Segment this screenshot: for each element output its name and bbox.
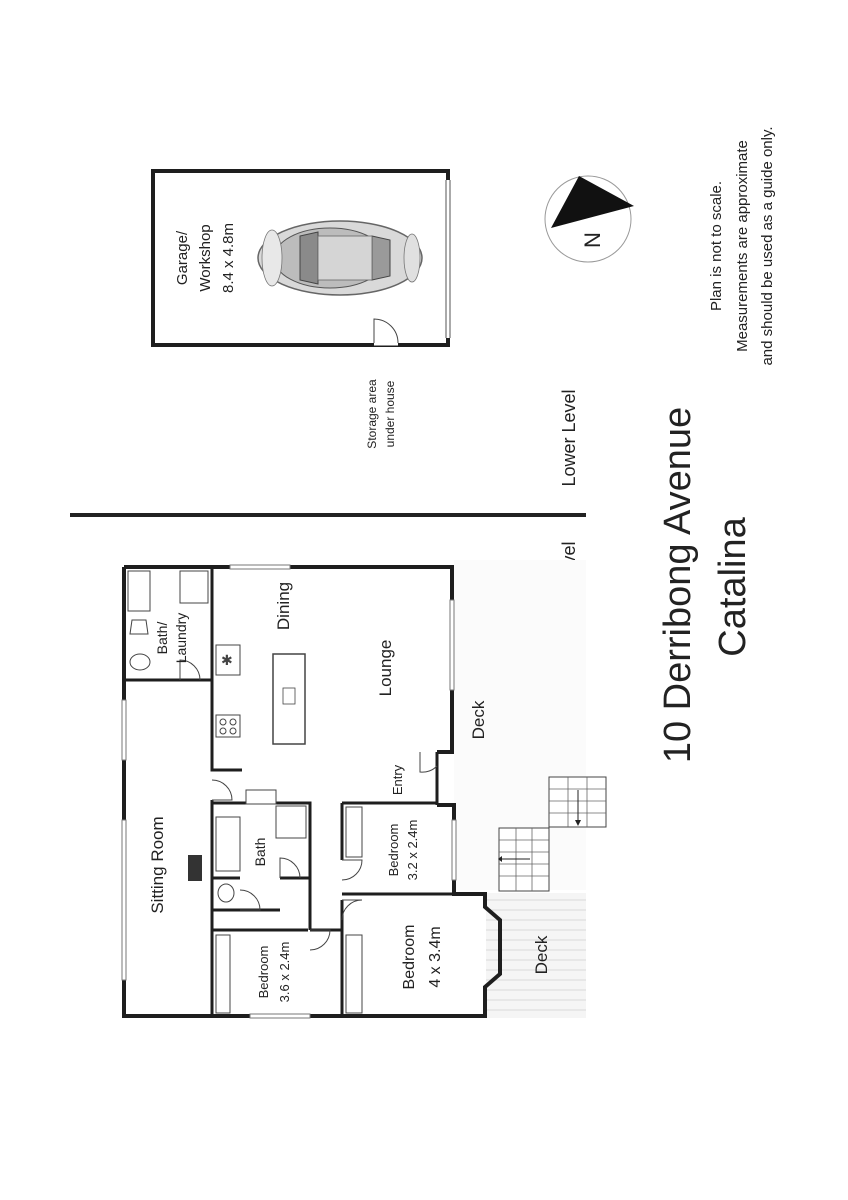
bedroom-large-label: Bedroom: [401, 924, 418, 990]
suburb-title: Catalina: [712, 517, 754, 657]
disclaimer-line1: Plan is not to scale.: [708, 180, 725, 312]
entry-label: Entry: [390, 764, 405, 796]
sitting-room-label: Sitting Room: [148, 816, 167, 914]
bedroom-left-label: Bedroom: [256, 945, 271, 999]
svg-text:✱: ✱: [221, 652, 233, 668]
garage-door: [374, 319, 398, 343]
disclaimer-line2: Measurements are approximate: [734, 140, 751, 352]
deck-lower-label: Deck: [532, 935, 551, 975]
address-title: 10 Derribong Avenue: [657, 406, 699, 764]
lounge-label: Lounge: [376, 639, 395, 697]
bath-laundry-label-2: Laundry: [173, 612, 189, 664]
compass: [545, 176, 634, 262]
compass-letter: N: [580, 232, 605, 248]
stairs-upper: [549, 777, 606, 827]
disclaimer-line3: and should be used as a guide only.: [759, 126, 776, 366]
storage-line1: Storage area: [365, 379, 379, 449]
bedroom-large-size: 4 x 3.4m: [427, 926, 444, 988]
storage-line2: under house: [383, 380, 397, 448]
bath-label: Bath: [252, 837, 268, 867]
bedroom-left-size: 3.6 x 2.4m: [277, 941, 292, 1003]
garage: [153, 171, 450, 345]
dining-label: Dining: [274, 581, 293, 631]
stairs-lower: [498, 828, 549, 891]
garage-name-line1: Garage/: [174, 230, 191, 286]
garage-name-line2: Workshop: [197, 224, 214, 292]
bedroom-small-label: Bedroom: [386, 823, 401, 877]
bedroom-small-size: 3.2 x 2.4m: [405, 819, 420, 881]
garage-size: 8.4 x 4.8m: [220, 222, 237, 294]
bath-laundry-label-1: Bath/: [154, 621, 170, 655]
car-icon: [258, 221, 422, 295]
lower-level-label: Lower Level: [559, 389, 579, 487]
deck-upper-label: Deck: [469, 700, 488, 740]
